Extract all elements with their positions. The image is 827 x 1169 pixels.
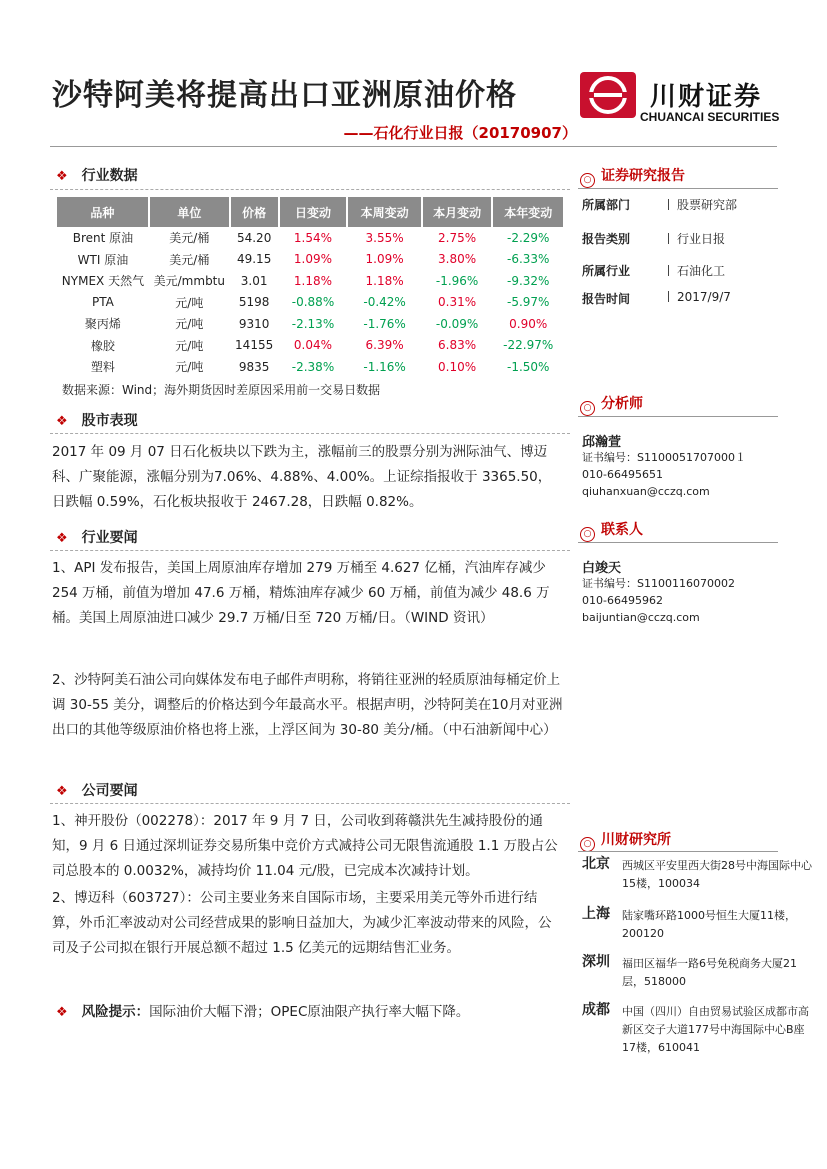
table-cell-month: -1.96% [435, 273, 479, 288]
table-cell-name: Brent 原油 [72, 231, 134, 246]
header-divider [50, 146, 777, 147]
table-cell-name: 聚丙烯 [84, 317, 121, 332]
section-industry-news: ❖ 行业要闻 [56, 530, 138, 546]
table-header: 本月变动 [422, 197, 493, 227]
table-row [57, 270, 564, 292]
analyst-heading: ○ 分析师 [580, 393, 643, 416]
office-city: 北京 [582, 856, 610, 872]
company-news-paragraph: 2、博迈科（603727）：公司主要业务来自国际市场，主要采用美元等外币进行结算，外币汇率波动对公司经营成果的影响日益加大，为减少汇率波动带来的风险，公司及子公司拟在银行开展总额不超过 1.5 亿美元的远期结售汇业务。 [52, 890, 552, 956]
table-cell-month: 0.31% [438, 295, 477, 310]
sidebar-divider [578, 851, 778, 852]
contact-email[interactable]: baijuntian@cczq.com [582, 611, 700, 624]
info-value: 行业日报 [668, 230, 725, 247]
table-cell-name: 橡胶 [90, 338, 115, 353]
info-label: 所属部门 [582, 198, 631, 212]
page-title: 沙特阿美将提高出口亚洲原油价格 [52, 78, 517, 113]
table-cell-month: 3.80% [438, 252, 477, 267]
table-cell-day: 1.18% [293, 273, 333, 288]
report-heading: ○ 证券研究报告 [580, 165, 685, 188]
diamond-bullet-icon: ❖ [56, 1005, 68, 1020]
table-cell-unit: 元/吨 [175, 338, 204, 353]
diamond-bullet-icon: ❖ [56, 531, 68, 546]
table-cell-month: -0.09% [435, 316, 479, 331]
table-cell-week: -1.76% [363, 316, 406, 331]
table-cell-year: -2.29% [507, 230, 550, 245]
table-row [57, 313, 564, 335]
contact-heading: ○ 联系人 [580, 519, 643, 542]
company-name-en: CHUANCAI SECURITIES [640, 110, 780, 124]
circle-mark-icon: ○ [580, 173, 595, 188]
office-address: 陆家嘴环路1000号恒生大厦11楼，200120 [622, 909, 796, 940]
office-city: 上海 [582, 906, 610, 922]
info-label: 报告类别 [582, 232, 631, 246]
circle-mark-icon: ○ [580, 527, 595, 542]
table-cell-price: 3.01 [240, 273, 268, 288]
sidebar-divider [578, 188, 778, 189]
table-row [57, 292, 564, 314]
section-divider [50, 550, 570, 551]
stock-market-paragraph: 2017 年 09 月 07 日石化板块以下跌为主，涨幅前三的股票分别为洲际油气、博迈科、广聚能源，涨幅分别为7.06%、4.88%、4.00%。上证综指报收于 3365.50，日跌幅 0.59%，石化板块报收于 2467.28，日跌幅 0.82%。 [52, 444, 552, 510]
industry-news-paragraph: 1、API 发布报告，美国上周原油库存增加 279 万桶至 4.627 亿桶，汽油库存减少 254 万桶，前值为增加 47.6 万桶，精炼油库存减少 60 万桶，前值为减少 48.6 万桶。美国上周原油进口减少 29.7 万桶/日至 720 万桶/日。（WIND 资讯） [52, 560, 550, 626]
table-cell-week: -0.42% [363, 295, 406, 310]
sidebar-divider [578, 542, 778, 543]
section-industry-data: ❖ 行业数据 [56, 168, 138, 184]
table-cell-name: 塑料 [90, 360, 115, 375]
info-value: 石油化工 [668, 262, 725, 279]
table-cell-year: -5.97% [507, 295, 550, 310]
table-cell-unit: 美元/桶 [169, 252, 210, 267]
table-cell-price: 5198 [238, 295, 270, 310]
table-header: 单位 [149, 197, 230, 227]
analyst-name: 邱瀚萱 [582, 435, 622, 450]
table-header-row [57, 197, 564, 227]
table-cell-day: 1.54% [293, 230, 333, 245]
table-cell-year: 0.90% [509, 316, 548, 331]
table-cell-week: 1.09% [365, 252, 404, 267]
risk-warning: ❖ 风险提示：国际油价大幅下滑；OPEC原油限产执行率大幅下降。 [56, 1004, 470, 1020]
table-cell-price: 9310 [238, 316, 270, 331]
info-label: 报告时间 [582, 292, 631, 306]
contact-phone: 010-66495962 [582, 594, 663, 607]
section-stock-market: ❖ 股市表现 [56, 413, 138, 429]
analyst-email[interactable]: qiuhanxuan@cczq.com [582, 485, 710, 498]
institute-heading: ○ 川财研究所 [580, 829, 671, 852]
table-row [57, 335, 564, 357]
page-subtitle: ——石化行业日报（20170907） [343, 124, 577, 142]
table-cell-day: 1.09% [293, 252, 333, 267]
table-cell-day: -2.13% [291, 316, 335, 331]
contact-name: 白竣天 [582, 561, 622, 576]
table-header: 价格 [230, 197, 279, 227]
analyst-phone: 010-66495651 [582, 468, 663, 481]
table-row [57, 227, 564, 249]
table-cell-unit: 元/吨 [175, 295, 204, 310]
table-cell-month: 2.75% [438, 230, 477, 245]
diamond-bullet-icon: ❖ [56, 414, 68, 429]
table-cell-unit: 美元/桶 [169, 231, 210, 246]
info-value: 2017/9/7 [668, 290, 731, 304]
circle-mark-icon: ○ [580, 837, 595, 852]
table-cell-price: 54.20 [236, 230, 272, 245]
table-cell-name: WTI 原油 [77, 252, 129, 267]
section-company-news: ❖ 公司要闻 [56, 783, 138, 799]
table-cell-year: -9.32% [507, 273, 550, 288]
contact-cert: 证书编号：S1100116070002 [582, 577, 735, 590]
table-header: 品种 [57, 197, 149, 227]
section-divider [50, 433, 570, 434]
table-cell-year: -22.97% [503, 338, 554, 353]
table-cell-week: 1.18% [365, 273, 404, 288]
diamond-bullet-icon: ❖ [56, 784, 68, 799]
table-cell-week: -1.16% [363, 359, 406, 374]
company-news-paragraph: 1、神开股份（002278）：2017 年 9 月 7 日，公司收到蒋赣洪先生减持股份的通知，9 月 6 日通过深圳证券交易所集中竞价方式减持公司无限售流通股 1.1 万股占公司总股本的 0.0032%，减持均价 11.04 元/股，已完成本次减持计划。 [52, 813, 558, 879]
company-name-cn: 川财证券 [650, 82, 763, 112]
analyst-cert: 证书编号：S1100051707000１ [582, 451, 746, 464]
table-header: 本年变动 [492, 197, 564, 227]
section-divider [50, 189, 570, 190]
table-cell-day: -2.38% [291, 359, 335, 374]
section-divider [50, 803, 570, 804]
table-cell-month: 0.10% [438, 359, 477, 374]
table-cell-unit: 美元/mmbtu [153, 274, 225, 289]
table-cell-day: 0.04% [293, 338, 333, 353]
info-value: 股票研究部 [668, 196, 737, 213]
table-cell-unit: 元/吨 [175, 360, 204, 375]
office-address: 中国（四川）自由贸易试验区成都市高新区交子大道177号中海国际中心B座17楼，610041 [622, 1005, 809, 1054]
table-cell-year: -6.33% [507, 252, 550, 267]
table-header: 日变动 [279, 197, 348, 227]
table-cell-month: 6.83% [438, 338, 477, 353]
table-cell-price: 49.15 [236, 252, 272, 267]
data-source-note: 数据来源：Wind；海外期货因时差原因采用前一交易日数据 [62, 383, 381, 397]
office-city: 深圳 [582, 954, 610, 970]
table-cell-price: 9835 [238, 359, 270, 374]
office-city: 成都 [582, 1002, 610, 1018]
table-cell-name: NYMEX 天然气 [61, 274, 145, 289]
office-address: 福田区福华一路6号免税商务大厦21层，518000 [622, 957, 797, 988]
table-cell-week: 3.55% [365, 230, 404, 245]
info-label: 所属行业 [582, 264, 631, 278]
office-address: 西城区平安里西大街28号中海国际中心15楼，100034 [622, 859, 812, 890]
table-row [57, 249, 564, 271]
table-cell-price: 14155 [235, 338, 274, 353]
table-header: 本周变动 [347, 197, 421, 227]
table-cell-unit: 元/吨 [175, 317, 204, 332]
company-logo-icon [580, 72, 636, 118]
table-row [57, 356, 564, 378]
sidebar-divider [578, 416, 778, 417]
circle-mark-icon: ○ [580, 401, 595, 416]
table-cell-week: 6.39% [365, 338, 404, 353]
table-cell-day: -0.88% [291, 295, 335, 310]
table-cell-year: -1.50% [507, 359, 550, 374]
commodity-price-table [57, 197, 565, 378]
table-cell-name: PTA [92, 295, 114, 310]
diamond-bullet-icon: ❖ [56, 169, 68, 184]
industry-news-paragraph: 2、沙特阿美石油公司向媒体发布电子邮件声明称，将销往亚洲的轻质原油每桶定价上调 30-55 美分，调整后的价格达到今年最高水平。根据声明，沙特阿美在10月对亚洲出口的其他等级原油价格也将上涨，上浮区间为 30-80 美分/桶。（中石油新闻中心） [52, 672, 563, 738]
